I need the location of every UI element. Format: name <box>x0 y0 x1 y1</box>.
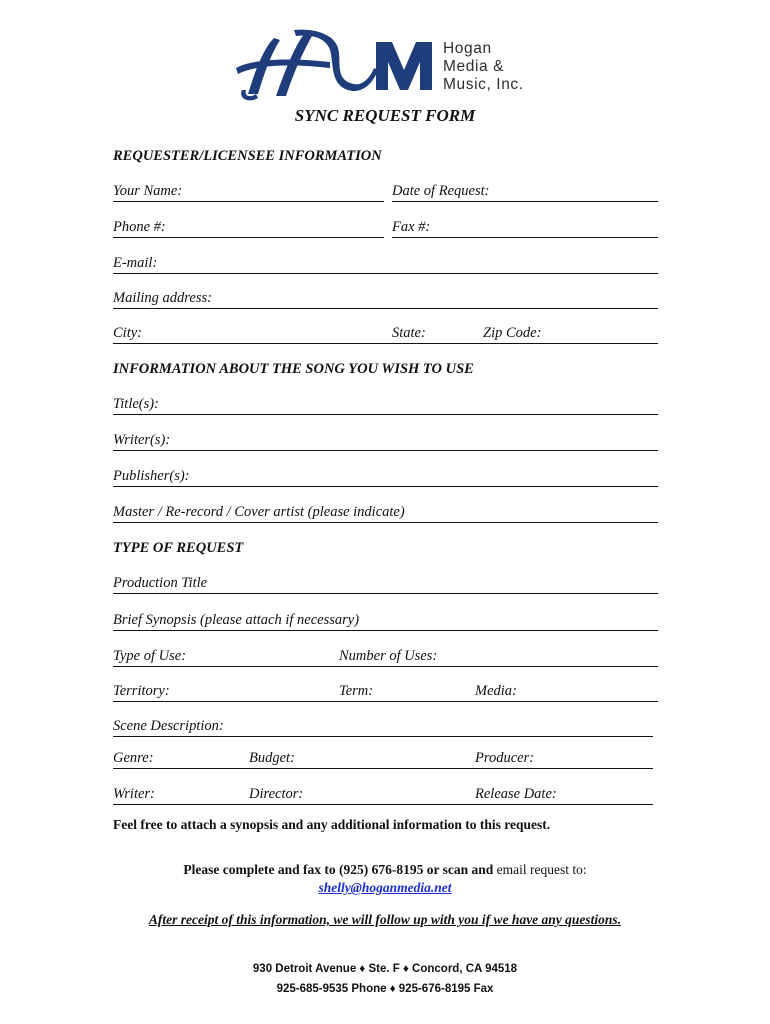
use-row <box>113 648 658 668</box>
scene-description-field[interactable] <box>113 718 653 737</box>
synopsis-field[interactable] <box>113 612 658 631</box>
genre-row <box>113 750 653 770</box>
mailing-address-label: Mailing address: <box>113 290 212 306</box>
city-field[interactable] <box>113 325 658 344</box>
follow-up-note: After receipt of this information, we will follow up with you if we have any questions. <box>148 912 622 927</box>
attach-note: Feel free to attach a synopsis and any additional information to this request. <box>113 817 551 832</box>
scene-row <box>113 718 653 738</box>
publishers-row <box>113 468 658 488</box>
genre-label: Genre: <box>113 750 154 766</box>
fax-label: Fax #: <box>392 219 431 235</box>
synopsis-row <box>113 612 658 632</box>
territory-label: Territory: <box>113 683 170 699</box>
release-date-label: Release Date: <box>475 786 557 802</box>
writers-label: Writer(s): <box>113 432 171 448</box>
territory-row <box>113 683 658 703</box>
song-heading: INFORMATION ABOUT THE SONG YOU WISH TO USE <box>113 361 474 377</box>
production-title-row <box>113 575 658 595</box>
production-title-field[interactable] <box>113 575 658 594</box>
writer-field[interactable] <box>113 786 653 805</box>
zip-code-label: Zip Code: <box>483 325 542 341</box>
media-label: Media: <box>475 683 517 699</box>
titles-field[interactable] <box>113 396 658 415</box>
producer-label: Producer: <box>475 750 535 766</box>
master-field[interactable] <box>113 504 658 523</box>
phone-label: Phone #: <box>113 219 166 235</box>
term-label: Term: <box>339 683 374 699</box>
publishers-field[interactable] <box>113 468 658 487</box>
your-name-label: Your Name: <box>113 183 183 199</box>
type-of-use-label: Type of Use: <box>113 648 187 664</box>
email-link[interactable]: shelly@hoganmedia.net <box>318 880 452 895</box>
date-of-request-field[interactable] <box>392 183 658 202</box>
email-row <box>113 255 658 275</box>
date-of-request-label: Date of Request: <box>392 183 490 199</box>
master-label: Master / Re-record / Cover artist (please indicate) <box>113 504 405 520</box>
contact-bold-text: Please complete and fax to (925) 676-8195 or scan and <box>183 862 494 877</box>
writer-label: Writer: <box>113 786 155 802</box>
director-label: Director: <box>249 786 304 802</box>
fax-field[interactable] <box>392 219 658 238</box>
company-name-line3: Music, Inc. <box>443 76 524 93</box>
form-title: SYNC REQUEST FORM <box>294 106 476 125</box>
production-title-label: Production Title <box>113 575 208 591</box>
number-of-uses-label: Number of Uses: <box>339 648 438 664</box>
mailing-row <box>113 290 658 310</box>
budget-label: Budget: <box>249 750 295 766</box>
titles-label: Title(s): <box>113 396 159 412</box>
territory-field[interactable] <box>113 683 658 702</box>
genre-field[interactable] <box>113 750 653 769</box>
name-row <box>113 183 658 203</box>
writers-row <box>113 432 658 452</box>
company-name-line2: Media & <box>443 58 505 75</box>
request-heading: TYPE OF REQUEST <box>113 540 244 556</box>
publishers-label: Publisher(s): <box>113 468 190 484</box>
scene-description-label: Scene Description: <box>113 718 224 734</box>
address-line: 930 Detroit Avenue ♦ Ste. F ♦ Concord, CA 94518 <box>252 963 518 975</box>
city-label: City: <box>113 325 142 341</box>
contact-plain-text: email request to: <box>493 862 587 877</box>
phone-field[interactable] <box>113 219 384 238</box>
mailing-address-field[interactable] <box>113 290 658 309</box>
phone-fax-line: 925-685-9535 Phone ♦ 925-676-8195 Fax <box>276 983 494 995</box>
hm-monogram-icon <box>236 30 432 101</box>
synopsis-label: Brief Synopsis (please attach if necessary) <box>113 612 360 628</box>
contact-instructions <box>0 862 770 878</box>
writers-field[interactable] <box>113 432 658 451</box>
email-field[interactable] <box>113 255 658 274</box>
state-label: State: <box>392 325 426 341</box>
writer-row <box>113 786 653 806</box>
email-label: E-mail: <box>113 255 158 271</box>
master-row <box>113 504 658 524</box>
titles-row <box>113 396 658 416</box>
phone-row <box>113 219 658 239</box>
city-row <box>113 325 658 345</box>
requester-heading: REQUESTER/LICENSEE INFORMATION <box>113 148 382 164</box>
company-name <box>443 40 524 94</box>
your-name-field[interactable] <box>113 183 384 202</box>
company-name-line1: Hogan <box>443 40 492 57</box>
